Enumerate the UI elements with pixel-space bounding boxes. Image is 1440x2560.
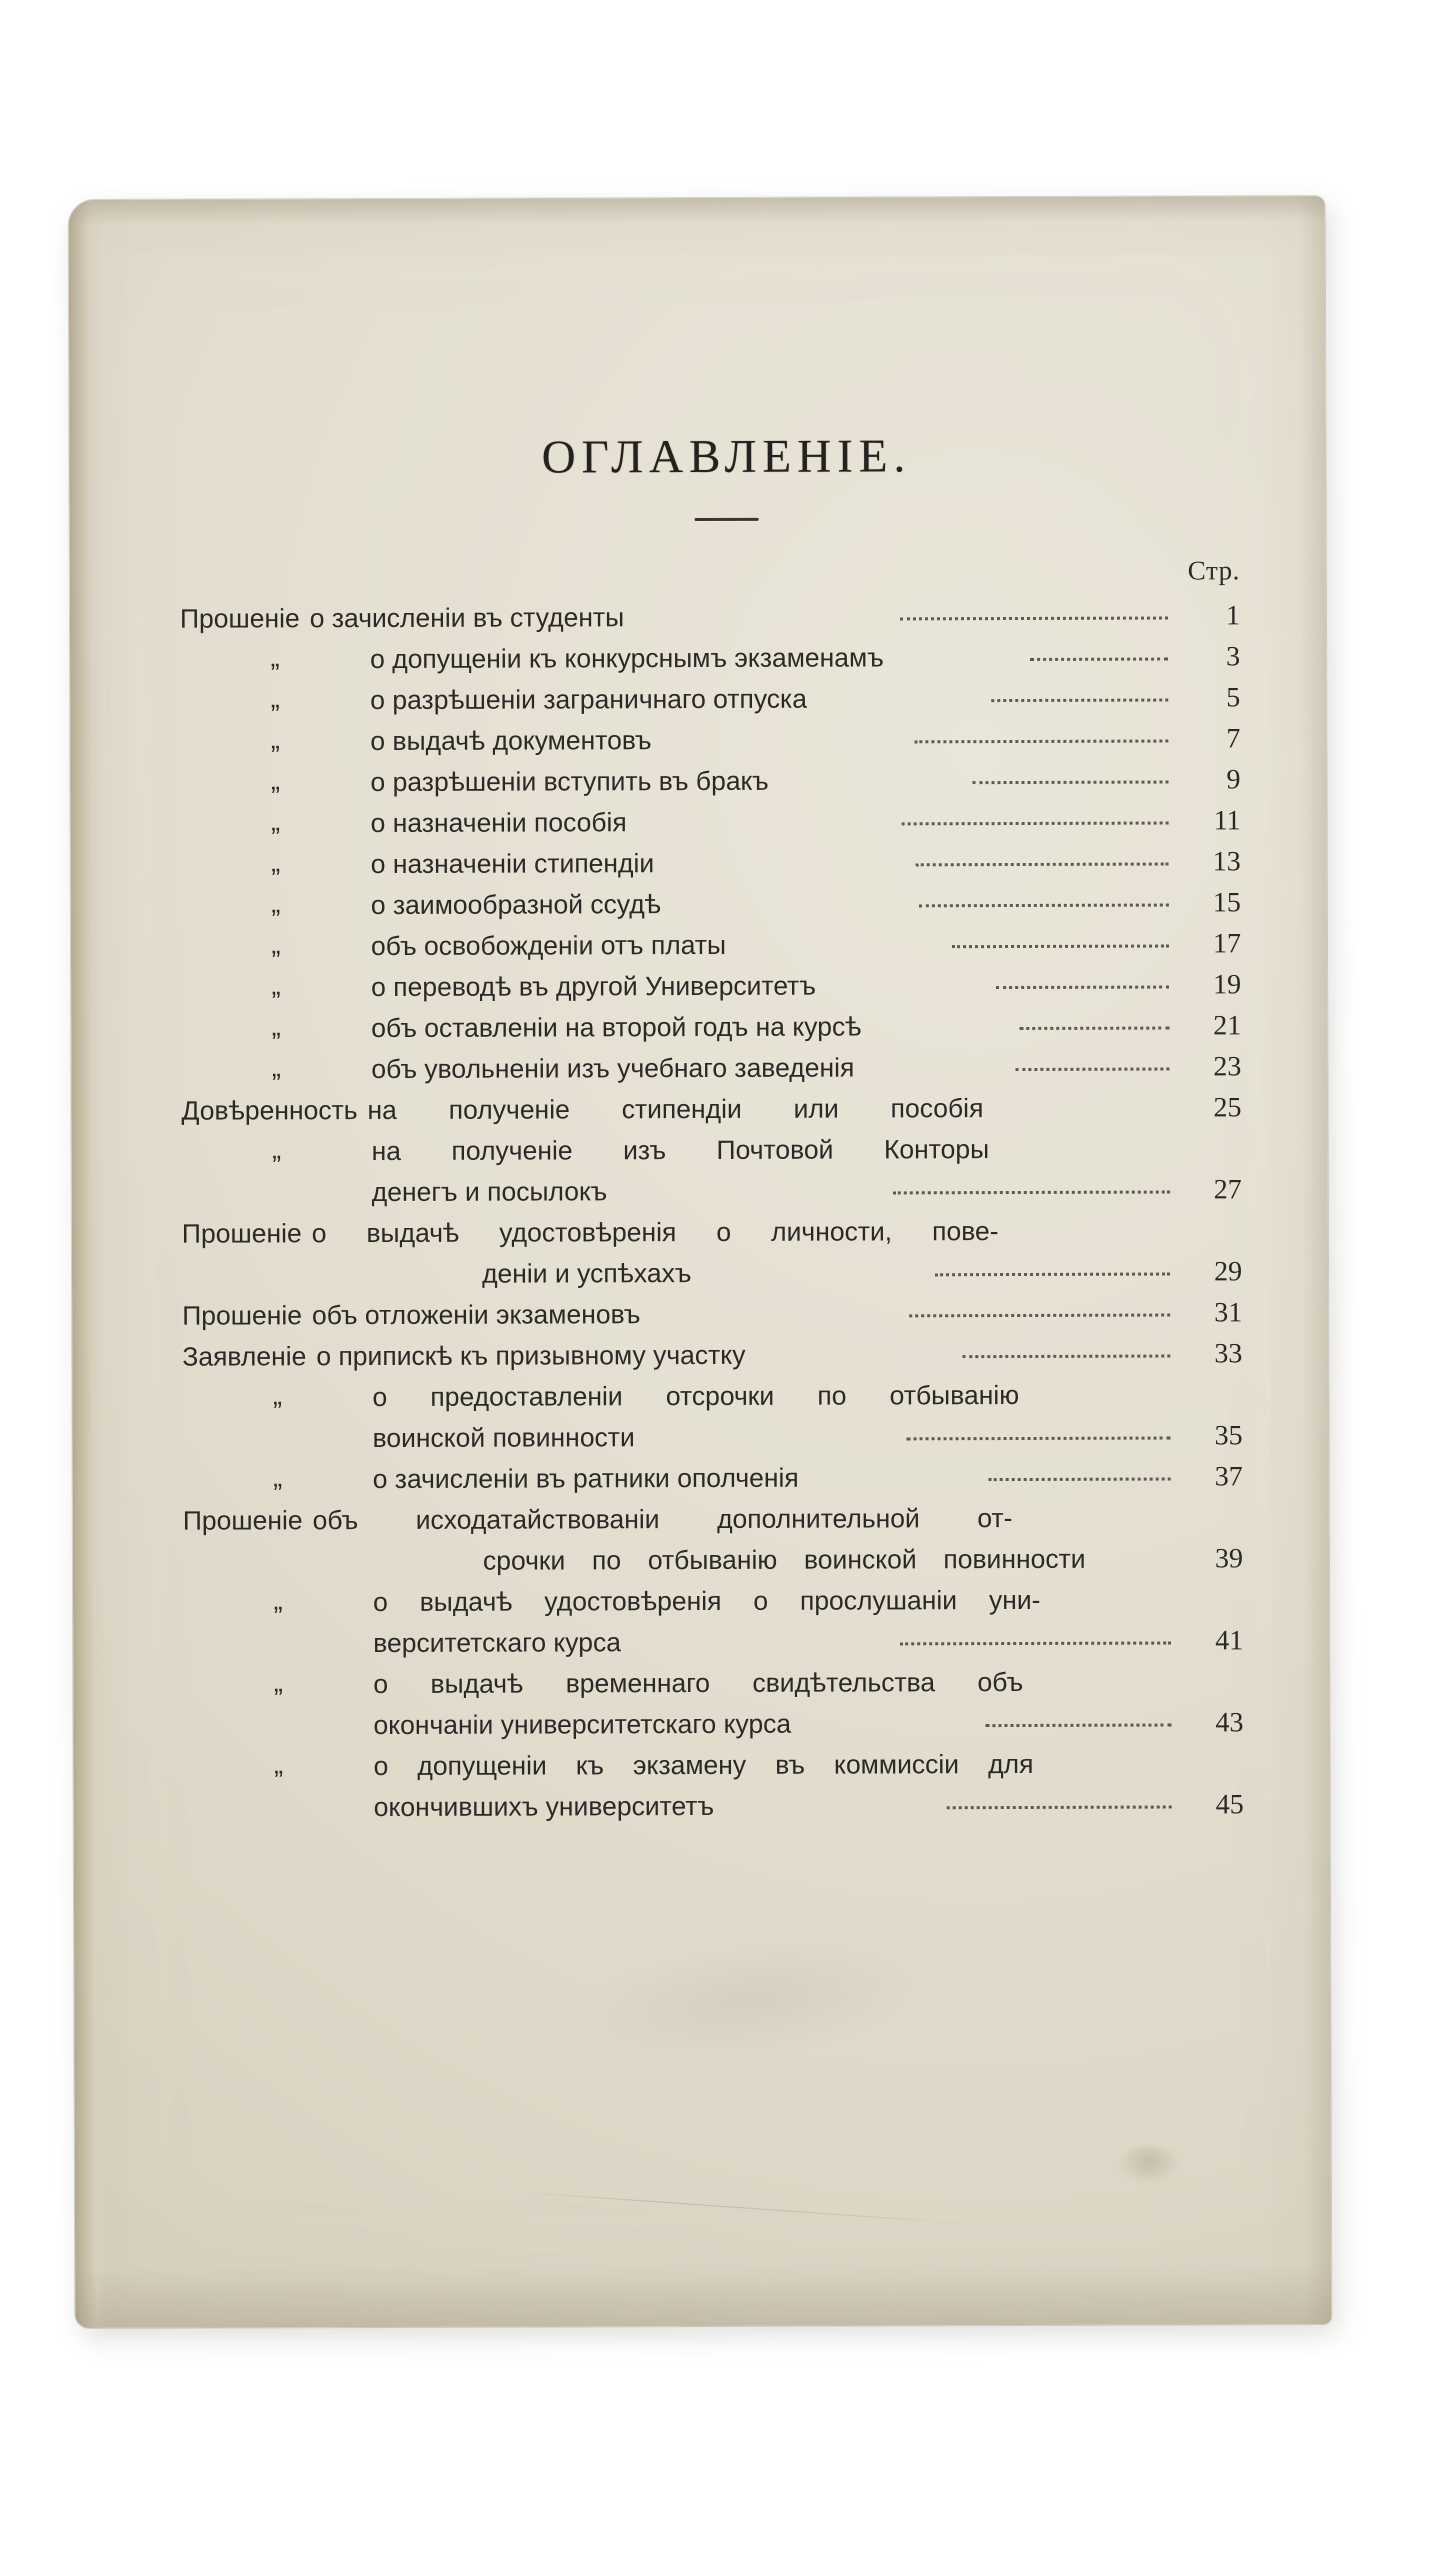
toc-line <box>182 1251 1242 1295</box>
ditto-mark: „ <box>271 888 281 919</box>
toc-entry-text: о выдачѣ удостовѣренія о прослушаніи уни- <box>373 1584 1041 1618</box>
toc-line <box>180 636 1240 680</box>
toc-page-number: 3 <box>1226 641 1241 673</box>
dot-leader <box>907 1437 1171 1441</box>
toc-entry-text: о назначеніи пособія <box>370 807 627 839</box>
toc-page-number: 25 <box>1213 1092 1242 1124</box>
toc-entry-label: Прошеніе <box>181 1218 302 1249</box>
toc-entry[interactable] <box>183 1579 1243 1664</box>
toc-entry-text: объ оставленіи на второй годъ на курсѣ <box>371 1011 862 1044</box>
ditto-mark: „ <box>270 642 280 673</box>
toc-page-number: 15 <box>1212 887 1241 919</box>
ditto-mark: „ <box>271 847 281 878</box>
toc-entry[interactable] <box>181 1046 1241 1090</box>
column-header-row <box>180 555 1240 594</box>
toc-line <box>183 1702 1243 1746</box>
ditto-mark: „ <box>270 683 280 714</box>
toc-entry-text: объ увольненіи изъ учебнаго заведенія <box>371 1052 855 1085</box>
toc-page-number: 19 <box>1213 969 1242 1001</box>
toc-page-number: 27 <box>1213 1174 1242 1206</box>
toc-entry-text: о выдачѣ документовъ <box>370 725 652 757</box>
toc-line <box>183 1620 1243 1664</box>
toc-entry[interactable] <box>180 595 1240 639</box>
toc-entry-text: о выдачѣ удостовѣренія о личности, пове- <box>311 1216 999 1249</box>
toc-line <box>180 759 1240 803</box>
dot-leader <box>985 1724 1171 1728</box>
toc-line <box>184 1743 1244 1787</box>
toc-entry[interactable] <box>182 1128 1242 1213</box>
toc-line <box>182 1169 1242 1213</box>
toc-line <box>182 1128 1242 1172</box>
toc-entry-text: о разрѣшеніи вступить въ бракъ <box>370 765 769 798</box>
toc-line <box>180 677 1240 721</box>
toc-entry[interactable] <box>181 1005 1241 1049</box>
toc-line <box>181 1087 1241 1131</box>
toc-entry[interactable] <box>183 1497 1243 1582</box>
ditto-mark: „ <box>274 1749 284 1780</box>
toc-entry-text: верситетскаго курса <box>373 1627 622 1659</box>
toc-page-number: 7 <box>1226 723 1241 755</box>
toc-entry[interactable] <box>181 1087 1241 1131</box>
dot-leader <box>909 1314 1170 1318</box>
toc-line <box>181 964 1241 1008</box>
title-divider-rule <box>695 518 759 521</box>
toc-line <box>181 841 1241 885</box>
toc-entry-text: объ отложеніи экзаменовъ <box>311 1299 641 1331</box>
toc-entry-text: объ исходатайствованіи дополнительной от- <box>312 1503 1013 1536</box>
toc-entry-label: Заявленіе <box>182 1341 307 1372</box>
toc-entry[interactable] <box>180 718 1240 762</box>
toc-page-number: 31 <box>1214 1297 1243 1329</box>
toc-entry-text: о допущеніи къ конкурснымъ экзаменамъ <box>370 642 884 675</box>
ink-blot-mark <box>1123 2147 1175 2181</box>
toc-page-number: 9 <box>1226 764 1241 796</box>
ditto-mark: „ <box>271 806 281 837</box>
toc-continuation-indent <box>182 1254 482 1296</box>
ditto-mark: „ <box>272 1380 282 1411</box>
toc-entry[interactable] <box>181 841 1241 885</box>
page-top-edge-shadow <box>69 196 1325 226</box>
dot-leader <box>952 945 1169 949</box>
toc-entry-text: о выдачѣ временнаго свидѣтельства объ <box>373 1666 1024 1700</box>
ditto-mark: „ <box>270 724 280 755</box>
dot-leader <box>962 1355 1170 1359</box>
toc-line <box>183 1497 1243 1541</box>
toc-page-number: 43 <box>1215 1707 1244 1739</box>
toc-entry-text: о предоставленіи отсрочки по отбыванію <box>372 1379 1020 1413</box>
toc-line <box>182 1374 1242 1418</box>
toc-continuation-indent <box>183 1541 483 1583</box>
toc-line <box>182 1210 1242 1254</box>
ditto-mark: „ <box>270 765 281 796</box>
toc-entry[interactable] <box>183 1661 1243 1746</box>
toc-page-number: 37 <box>1214 1461 1243 1493</box>
ditto-mark: „ <box>273 1585 283 1616</box>
toc-page-number: 29 <box>1214 1256 1243 1288</box>
toc-entry[interactable] <box>182 1374 1242 1459</box>
toc-entry-text: срочки по отбыванію воинской повинности <box>482 1543 1086 1576</box>
page-bottom-edge-shadow <box>75 2264 1331 2328</box>
page-right-edge-shadow <box>1299 196 1332 2324</box>
toc-entry[interactable] <box>180 759 1240 803</box>
dot-leader <box>997 1153 1170 1154</box>
toc-entry-label: Прошеніе <box>179 603 300 634</box>
toc-entry-text: на полученіе изъ Почтовой Конторы <box>371 1134 990 1167</box>
toc-line <box>181 923 1241 967</box>
toc-entry[interactable] <box>181 882 1241 926</box>
table-of-contents-list <box>180 595 1244 1828</box>
toc-page-number: 17 <box>1212 928 1242 960</box>
toc-entry-text: о назначеніи стипендіи <box>370 848 655 880</box>
toc-entry[interactable] <box>182 1210 1242 1295</box>
dot-leader <box>902 822 1169 826</box>
document-page <box>69 196 1332 2328</box>
toc-page-number: 33 <box>1214 1338 1243 1370</box>
dot-leader <box>1019 1027 1169 1030</box>
toc-page-number: 11 <box>1213 805 1241 837</box>
toc-entry-text: о разрѣшеніи заграничнаго отпуска <box>370 683 807 716</box>
toc-entry[interactable] <box>181 800 1241 844</box>
ditto-mark: „ <box>272 1134 282 1165</box>
toc-line <box>181 1046 1241 1090</box>
toc-entry-text: денегъ и посылокъ <box>371 1176 608 1208</box>
dot-leader <box>996 986 1169 990</box>
dot-leader <box>919 904 1169 908</box>
toc-line <box>183 1579 1243 1623</box>
toc-page-number: 5 <box>1226 682 1241 714</box>
dot-leader <box>991 1112 1169 1113</box>
toc-entry-text: о припискѣ къ призывному участку <box>316 1339 746 1372</box>
toc-entry[interactable] <box>181 964 1241 1008</box>
toc-continuation-indent <box>182 1172 372 1214</box>
toc-entry[interactable] <box>184 1743 1244 1828</box>
toc-entry-text: о переводѣ въ другой Университетъ <box>371 970 816 1003</box>
toc-continuation-indent <box>184 1787 374 1829</box>
toc-line <box>180 718 1240 762</box>
dot-leader <box>1030 658 1168 661</box>
dot-leader <box>989 1478 1171 1482</box>
ditto-mark: „ <box>273 1667 283 1698</box>
dot-leader <box>900 1642 1171 1646</box>
dot-leader <box>947 1806 1172 1810</box>
paper-scratch <box>516 2191 985 2225</box>
dot-leader <box>1016 1068 1170 1071</box>
toc-page-number: 21 <box>1213 1010 1242 1042</box>
toc-entry[interactable] <box>182 1292 1242 1336</box>
page-left-edge-shadow <box>69 200 110 2328</box>
toc-entry-label: Довѣренность <box>181 1095 358 1126</box>
toc-entry-text: о допущеніи къ экзамену въ коммиссіи для <box>373 1748 1034 1782</box>
toc-page-number: 1 <box>1225 600 1241 632</box>
toc-line <box>182 1292 1242 1336</box>
toc-continuation-indent <box>182 1418 372 1460</box>
toc-entry-text: о зачисленіи въ ратники ополченія <box>372 1462 799 1495</box>
ditto-mark: „ <box>273 1462 283 1493</box>
toc-entry-text: о зачисленіи въ студенты <box>309 602 625 634</box>
toc-entry-label: Прошеніе <box>182 1300 302 1331</box>
paper-smudge <box>532 1846 1077 2139</box>
page-number-column-header: Стр. <box>1187 555 1240 586</box>
toc-line <box>180 595 1240 639</box>
toc-line <box>182 1333 1242 1377</box>
ditto-mark: „ <box>271 970 281 1001</box>
dot-leader <box>914 740 1168 744</box>
dot-leader <box>892 1191 1169 1195</box>
toc-page-number: 41 <box>1215 1625 1244 1657</box>
toc-entry-text: окончаніи университетскаго курса <box>373 1708 792 1741</box>
ditto-mark: „ <box>271 929 281 960</box>
toc-entry[interactable] <box>182 1333 1242 1377</box>
toc-entry[interactable] <box>180 677 1240 721</box>
toc-page-number: 13 <box>1212 846 1241 878</box>
toc-entry-text: о заимообразной ссудѣ <box>370 889 662 921</box>
toc-entry-text: на полученіе стипендіи или пособія <box>367 1093 984 1126</box>
toc-line <box>182 1415 1242 1459</box>
toc-continuation-indent <box>183 1623 373 1665</box>
toc-line <box>181 882 1241 926</box>
toc-entry-text: деніи и успѣхахъ <box>481 1258 692 1289</box>
toc-entry[interactable] <box>181 923 1241 967</box>
ditto-mark: „ <box>271 1011 281 1042</box>
dot-leader <box>1007 1235 1170 1236</box>
dot-leader <box>935 1273 1170 1277</box>
toc-entry-label: Прошеніе <box>182 1505 303 1536</box>
toc-line <box>183 1456 1243 1500</box>
toc-line <box>183 1661 1243 1705</box>
toc-page-number: 23 <box>1213 1051 1242 1083</box>
dot-leader <box>973 781 1169 785</box>
ditto-mark: „ <box>271 1052 281 1083</box>
toc-page-number: 45 <box>1215 1789 1244 1821</box>
toc-entry[interactable] <box>183 1456 1243 1500</box>
page-title: ОГЛАВЛЕНІЕ. <box>541 430 912 484</box>
toc-continuation-indent <box>183 1705 373 1747</box>
toc-entry[interactable] <box>180 636 1240 680</box>
toc-line <box>181 1005 1241 1049</box>
toc-page-number: 39 <box>1214 1543 1243 1575</box>
toc-line <box>181 800 1241 844</box>
dot-leader <box>900 617 1168 621</box>
toc-entry-text: окончившихъ университетъ <box>373 1790 715 1823</box>
toc-line <box>183 1538 1243 1582</box>
toc-page-number: 35 <box>1214 1420 1243 1452</box>
toc-line <box>184 1784 1244 1828</box>
toc-entry-text: воинской повинности <box>372 1422 635 1454</box>
dot-leader <box>992 699 1169 703</box>
toc-entry-text: объ освобожденіи отъ платы <box>370 929 727 962</box>
dot-leader <box>915 863 1168 867</box>
printed-content <box>179 428 1243 1828</box>
